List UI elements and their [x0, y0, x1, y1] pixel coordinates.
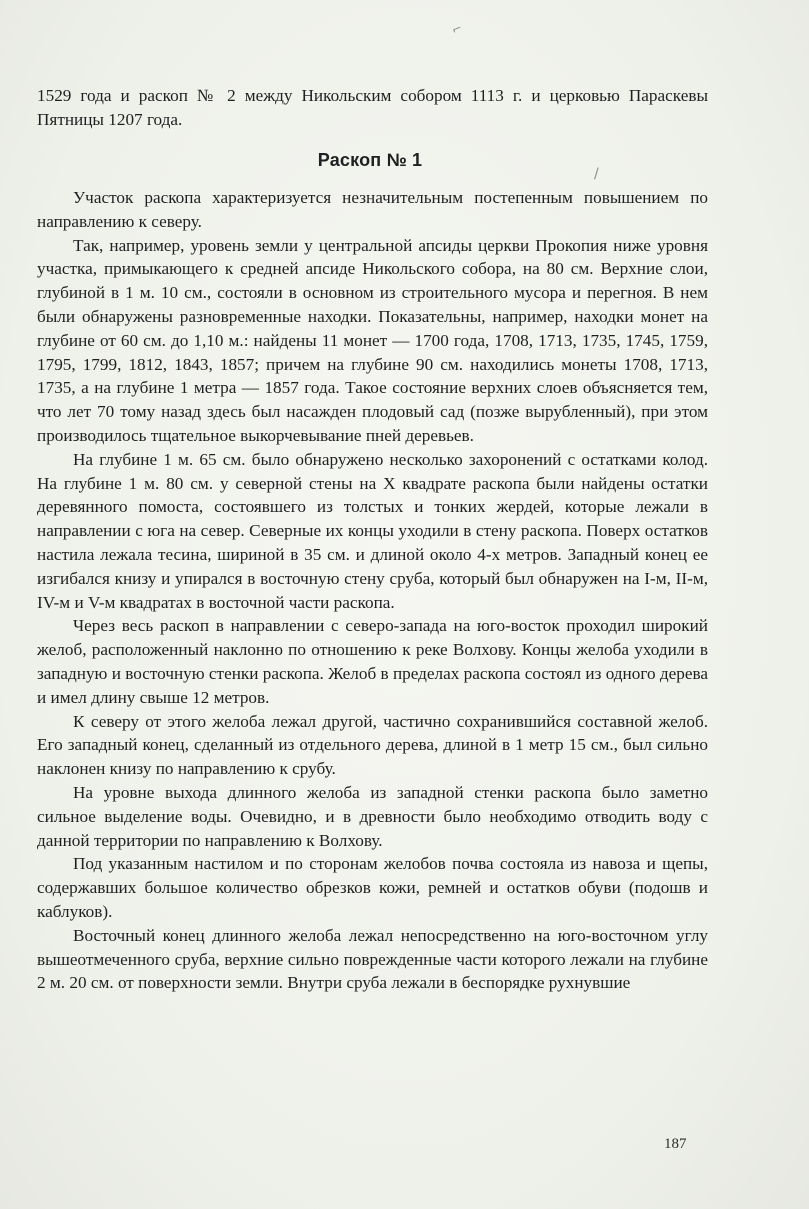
pencil-stroke-icon: /: [594, 166, 599, 182]
paragraph: К северу от этого желоба лежал другой, частично сохранившийся составной желоб. Его западный конец, сделанный из отдельного дерева, длиной в 1 метр 15 см., был сильно наклонен книзу по направлению к срубу.: [37, 711, 708, 779]
paragraph: Восточный конец длинного желоба лежал непосредственно на юго-восточном углу вышеотмеченного сруба, верхние сильно поврежденные части которого лежали на глубине 2 м. 20 см. от поверхности земли. Внутри сруба лежали в беспорядке рухнувшие: [37, 925, 708, 993]
body-text: [37, 186, 708, 995]
paragraph: На уровне выхода длинного желоба из западной стенки раскопа было заметно сильное выделение воды. Очевидно, и в древности было необходимо отводить воду с данной территории по направлению к Волхову.: [37, 782, 708, 850]
intro-paragraph: 1529 года и раскоп № 2 между Никольским собором 1113 г. и церковью Параскевы Пятницы 1207 года.: [37, 86, 708, 129]
tick-mark-icon: ⌐: [449, 20, 465, 38]
paragraph: Так, например, уровень земли у центральной апсиды церкви Прокопия ниже уровня участка, примыкающего к средней апсиде Никольского собора, на 80 см. Верхние слои, глубиной в 1 м. 10 см., состояли в основном из строительного мусора и перегноя. В нем были обнаружены разновременные находки. Показательны, например, находки монет на глубине от 60 см. до 1,10 м.: найдены 11 монет — 1700 года, 1708, 1713, 1735, 1745, 1759, 1795, 1799, 1812, 1843, 1857; причем на глубине 90 см. находились монеты 1708, 1713, 1735, а на глубине 1 метра — 1857 года. Такое состояние верхних слоев объясняется тем, что лет 70 тому назад здесь был насажден плодовый сад (позже вырубленный), при этом производилось тщательное выкорчевывание пней деревьев.: [37, 235, 708, 445]
paragraph: Под указанным настилом и по сторонам желобов почва состояла из навоза и щепы, содержавших большое количество обрезков кожи, ремней и остатков обуви (подошв и каблуков).: [37, 854, 708, 921]
paragraph: Участок раскопа характеризуется незначительным постепенным повышением по направлению к северу.: [37, 188, 708, 231]
page-number: 187: [664, 1136, 687, 1152]
section-heading: Раскоп № 1: [317, 150, 423, 170]
paragraph: Через весь раскоп в направлении с северо-запада на юго-восток проходил широкий желоб, расположенный наклонно по отношению к реке Волхову. Концы желоба уходили в западную и восточную стенки раскопа. Желоб в пределах раскопа состоял из одного дерева и имел длину свыше 12 метров.: [37, 616, 708, 707]
intro-text: [37, 84, 708, 132]
paragraph: На глубине 1 м. 65 см. было обнаружено несколько захоронений с остатками колод. На глубине 1 м. 80 см. у северной стены на X квадрате раскопа были найдены остатки деревянного помоста, состоявшего из толстых и тонких жердей, которые лежали в направлении с юга на север. Северные их концы уходили в стену раскопа. Поверх остатков настила лежала тесина, шириной в 35 см. и длиной около 4-х метров. Западный конец ее изгибался книзу и упирался в восточную стену сруба, который был обнаружен на I-м, II-м, IV-м и V-м квадратах в восточной части раскопа.: [37, 449, 708, 612]
